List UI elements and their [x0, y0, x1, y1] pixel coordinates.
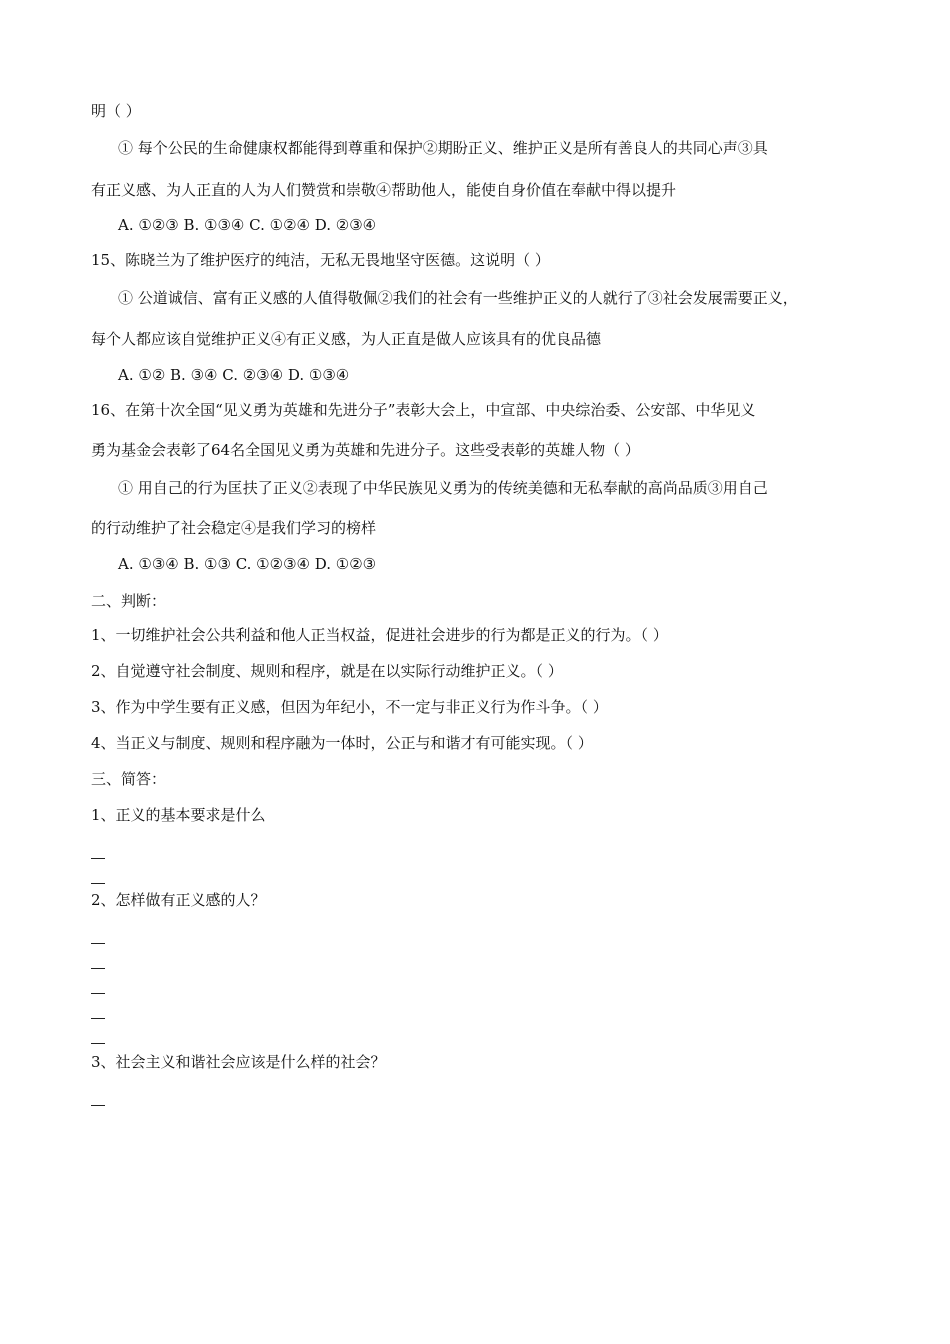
answer-blank-line: [91, 968, 105, 969]
q15-statements-line1: ① 公道诚信、富有正义感的人值得敬佩②我们的社会有一些维护正义的人就行了③社会发展需要正义，: [118, 289, 798, 307]
answer-blank-line: [91, 883, 105, 884]
q16-options: A. ①③④ B. ①③ C. ①②③④ D. ①②③: [118, 555, 377, 573]
judgment-item: 4、当正义与制度、规则和程序融为一体时，公正与和谐才有可能实现。（ ）: [91, 734, 593, 752]
q15-options: A. ①② B. ③④ C. ②③④ D. ①③④: [118, 366, 350, 384]
answer-blank-line: [91, 993, 105, 994]
q14-statements-line2: 有正义感、为人正直的人为人们赞赏和崇敬④帮助他人，能使自身价值在奉献中得以提升: [91, 181, 677, 199]
judgment-item: 2、自觉遵守社会制度、规则和程序，就是在以实际行动维护正义。（ ）: [91, 662, 563, 680]
judgment-item: 3、作为中学生要有正义感，但因为年纪小，不一定与非正义行为作斗争。（ ）: [91, 698, 608, 716]
answer-blank-line: [91, 1043, 105, 1044]
q16-statements-line2: 的行动维护了社会稳定④是我们学习的榜样: [91, 519, 377, 537]
short-answer-question: 2、怎样做有正义感的人？: [91, 891, 266, 909]
answer-blank-line: [91, 1018, 105, 1019]
short-answer-question: 3、社会主义和谐社会应该是什么样的社会？: [91, 1053, 386, 1071]
judgment-item: 1、一切维护社会公共利益和他人正当权益，促进社会进步的行为都是正义的行为。（ ）: [91, 626, 668, 644]
q14-options: A. ①②③ B. ①③④ C. ①②④ D. ②③④: [118, 216, 377, 234]
q14-stem-tail: 明（ ）: [91, 102, 141, 120]
answer-blank-line: [91, 858, 105, 859]
section-judgment-heading: 二、判断：: [91, 592, 167, 610]
q16-stem-line1: 16、在第十次全国“见义勇为英雄和先进分子”表彰大会上，中宣部、中央综治委、公安部、中华见义: [91, 401, 756, 419]
q16-stem-line2: 勇为基金会表彰了64名全国见义勇为英雄和先进分子。这些受表彰的英雄人物（ ）: [91, 441, 640, 459]
q14-statements-line1: ① 每个公民的生命健康权都能得到尊重和保护②期盼正义、维护正义是所有善良人的共同心声③具: [118, 139, 768, 157]
q15-statements-line2: 每个人都应该自觉维护正义④有正义感，为人正直是做人应该具有的优良品德: [91, 330, 602, 348]
section-short-answer-heading: 三、简答：: [91, 770, 167, 788]
answer-blank-line: [91, 943, 105, 944]
short-answer-question: 1、正义的基本要求是什么: [91, 806, 266, 824]
q16-statements-line1: ① 用自己的行为匡扶了正义②表现了中华民族见义勇为的传统美德和无私奉献的高尚品质③用自己: [118, 479, 768, 497]
answer-blank-line: [91, 1105, 105, 1106]
q15-stem: 15、陈晓兰为了维护医疗的纯洁，无私无畏地坚守医德。这说明（ ）: [91, 251, 550, 269]
